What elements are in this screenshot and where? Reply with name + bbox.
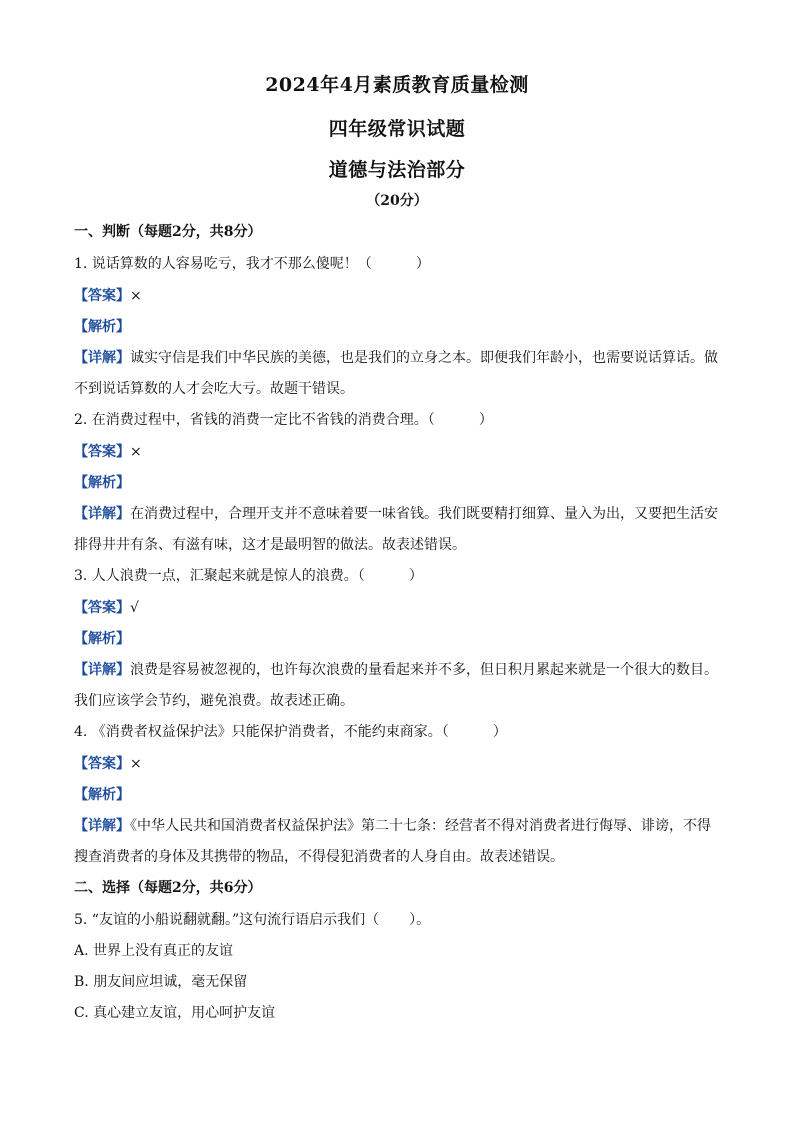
analysis-label: 【解析】 <box>74 787 130 803</box>
detail-line: 搜查消费者的身体及其携带的物品，不得侵犯消费者的人身自由。故表述错误。 <box>74 849 564 865</box>
answer-label: 【答案】 <box>74 444 130 460</box>
question-5-text: 5. “友谊的小船说翻就翻。”这句流行语启示我们（ <box>74 912 380 928</box>
question-1-text: 1. 说话算数的人容易吃亏，我才不那么傻呢！（ <box>74 256 372 272</box>
detail-3 <box>74 660 724 722</box>
exam-title: 2024年4月素质教育质量检测 <box>265 74 529 96</box>
question-4-text: 4. 《消费者权益保护法》只能保护消费者，不能约束商家。（ <box>74 724 449 740</box>
answer-label: 【答案】 <box>74 288 130 304</box>
question-3-text: 3. 人人浪费一点，汇聚起来就是惊人的浪费。（ <box>74 568 365 584</box>
detail-label: 【详解】 <box>74 662 130 678</box>
option-c: C. 真心建立友谊，用心呵护友谊 <box>74 1005 276 1021</box>
answer-mark: × <box>130 444 142 460</box>
analysis-label: 【解析】 <box>74 319 130 335</box>
detail-line: 《中华人民共和国消费者权益保护法》第二十七条：经营者不得对消费者进行侮辱、诽谤，不得 <box>130 818 711 834</box>
answer-mark: √ <box>130 600 139 616</box>
detail-line: 诚实守信是我们中华民族的美德，也是我们的立身之本。即便我们年龄小，也需要说话算话。做 <box>130 350 718 366</box>
detail-label: 【详解】 <box>74 818 130 834</box>
analysis-3 <box>74 629 724 649</box>
answer-mark: × <box>130 756 142 772</box>
detail-line: 在消费过程中，合理开支并不意味着要一味省钱。我们既要精打细算、量入为出，又要把生活安 <box>130 506 718 522</box>
detail-label: 【详解】 <box>74 506 130 522</box>
answer-3 <box>74 598 724 618</box>
question-2 <box>74 410 724 430</box>
answer-mark: × <box>130 288 142 304</box>
detail-4 <box>74 816 724 878</box>
detail-2 <box>74 504 724 566</box>
analysis-label: 【解析】 <box>74 475 130 491</box>
answer-label: 【答案】 <box>74 756 130 772</box>
section-title: 道德与法治部分 <box>328 159 466 181</box>
question-5-close: ）。 <box>409 912 431 928</box>
detail-line: 我们应该学会节约，避免浪费。故表述正确。 <box>74 693 354 709</box>
section2-heading: 二、选择（每题2分，共6分） <box>74 880 262 896</box>
detail-line: 不到说话算数的人才会吃大亏。故题干错误。 <box>74 381 354 397</box>
analysis-2 <box>74 473 724 493</box>
question-2-close: ） <box>478 412 493 428</box>
option-a: A. 世界上没有真正的友谊 <box>74 943 234 959</box>
detail-line: 排得井井有条、有滋有味，这才是最明智的做法。故表述错误。 <box>74 537 466 553</box>
analysis-label: 【解析】 <box>74 631 130 647</box>
question-3-close: ） <box>408 568 423 584</box>
answer-1 <box>74 286 724 306</box>
question-1-close: ） <box>415 256 430 272</box>
option-b: B. 朋友间应坦诚，毫无保留 <box>74 974 248 990</box>
analysis-4 <box>74 785 724 805</box>
exam-subtitle: 四年级常识试题 <box>328 118 466 140</box>
section1-heading: 一、判断（每题2分，共8分） <box>74 224 262 240</box>
detail-1 <box>74 348 724 410</box>
question-5 <box>74 910 724 930</box>
question-3 <box>74 566 724 586</box>
total-score: （20分） <box>366 193 428 209</box>
analysis-1 <box>74 317 724 337</box>
answer-2 <box>74 442 724 462</box>
answer-4 <box>74 754 724 774</box>
question-2-text: 2. 在消费过程中，省钱的消费一定比不省钱的消费合理。（ <box>74 412 435 428</box>
answer-label: 【答案】 <box>74 600 130 616</box>
detail-label: 【详解】 <box>74 350 130 366</box>
question-4 <box>74 722 724 742</box>
detail-line: 浪费是容易被忽视的，也许每次浪费的量看起来并不多，但日积月累起来就是一个很大的数目。 <box>130 662 718 678</box>
question-4-close: ） <box>492 724 507 740</box>
question-1 <box>74 254 724 274</box>
